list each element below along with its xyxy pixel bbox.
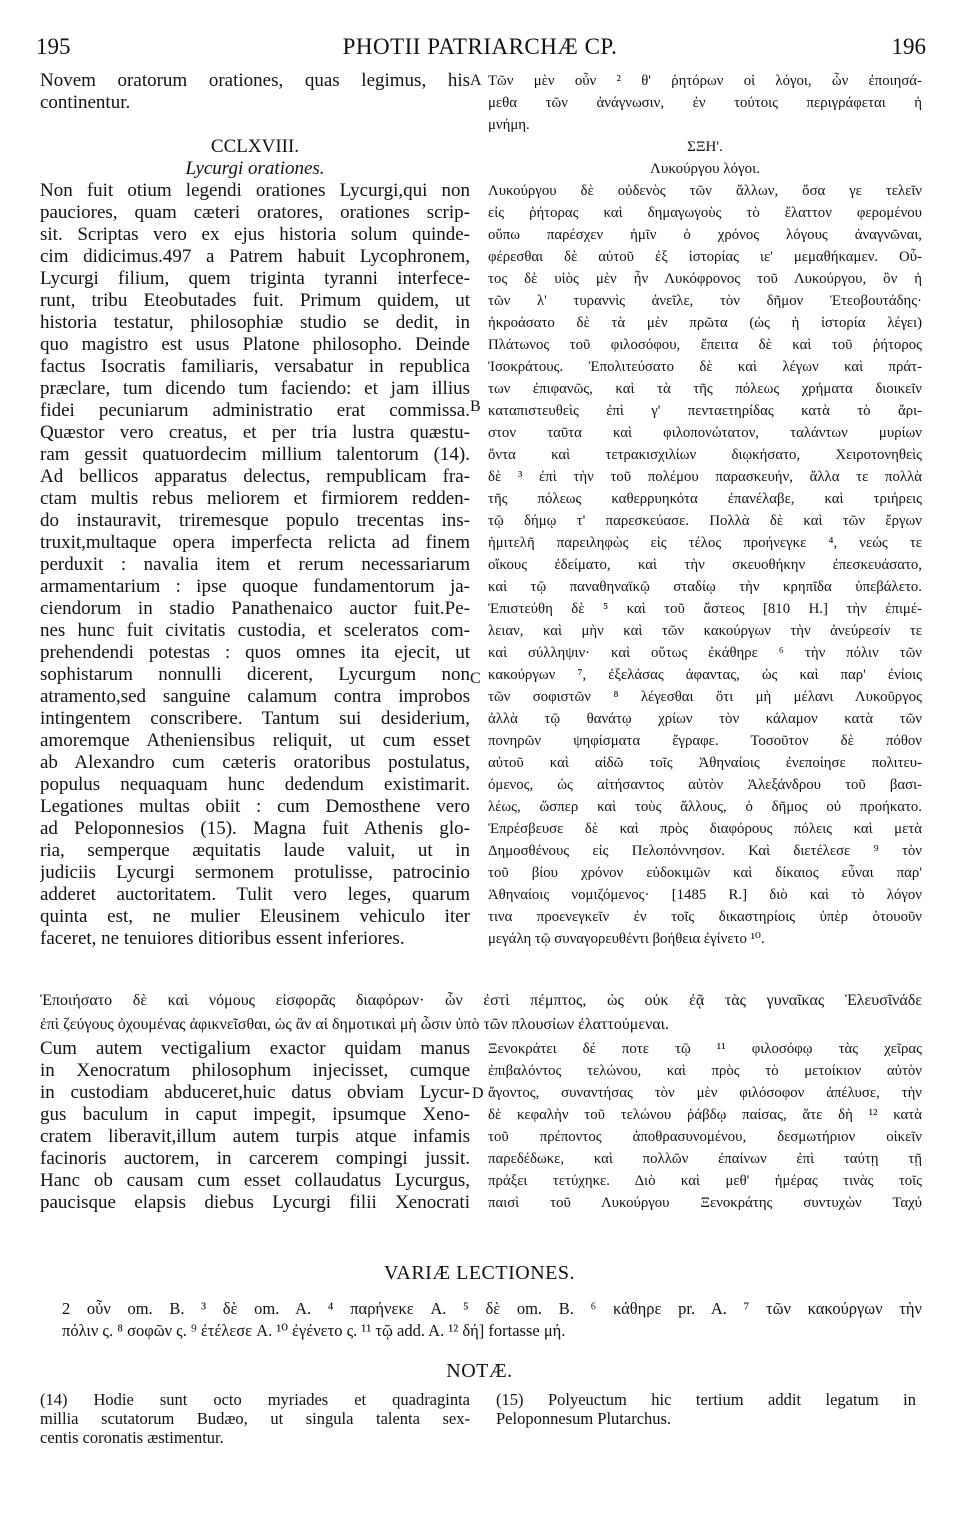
greek-line: αὐτοῦ καὶ αἰδῶ τοῖς Ἀθηναίοις ἐνεποίησε πολιτευ- xyxy=(488,755,922,771)
greek-line: ΣΞΗ'. xyxy=(687,139,723,155)
greek-line: εἰς ῥήτορας καὶ δημαγωγοὺς τὸ ἔλαττον φερομένου xyxy=(488,205,922,221)
latin-line: fidei pecuniarum administratio erat commissa. xyxy=(40,400,470,421)
note-line: millia scutatorum Budæo, ut singula talenta sex- xyxy=(40,1409,470,1428)
greek-line: τῶν σοφιστῶν ⁸ λέγεσθαι ὅτι μὴ μέλανι Λυκοῦργος xyxy=(488,689,922,705)
greek-line: δὲ ³ ἐπὶ τὴν τοῦ πολέμου παρασκευήν, ἄλλα τε πολλὰ xyxy=(488,469,922,485)
latin-line: gus baculum in caput impegit, ipsumque Xeno- xyxy=(40,1104,470,1125)
latin-line: intingentem conscribere. Tantum sui desiderium, xyxy=(40,708,470,729)
greek-line: λειαν, καὶ μὴν καὶ τῶν κακούργων τὴν ἀνεύρεσίν τε xyxy=(488,623,922,639)
greek-line: τος δὲ υἱὸς μὲν ἦν Λυκόφρονος τοῦ Λυκούργου, ὃν ἡ xyxy=(488,271,922,287)
latin-line: in custodiam abduceret,huic datus obviam Lycur- xyxy=(40,1082,470,1103)
greek-line: Ἀθηναίοις νομιζόμενος· [1485 R.] διὸ καὶ τὸ λόγον xyxy=(488,887,922,903)
latin-line: Lycurgi orationes. xyxy=(185,158,325,179)
latin-line: ram gessit quatuordecim millium talentorum (14). xyxy=(40,444,470,465)
latin-line: paucisque elapsis diebus Lycurgi filii Xenocrati xyxy=(40,1192,470,1213)
latin-line: continentur. xyxy=(40,92,131,113)
latin-line: Cum autem vectigalium exactor quidam manus xyxy=(40,1038,470,1059)
greek-line: ἠκροάσατο δὲ τὰ μὲν πρῶτα (ὡς ἡ ἱστορία λέγει) xyxy=(488,315,922,331)
greek-line: Ἰσοκράτους. Ἐπολιτεύσατο δὲ καὶ λέγων καὶ πράτ- xyxy=(488,359,922,375)
greek-continuation xyxy=(488,1038,922,1214)
margin-letter-d: D xyxy=(472,1085,484,1102)
greek-line: καὶ σύλληψιν· καὶ οὕτως ἐκάθηρε ⁶ τὴν πόλιν τῶν xyxy=(488,645,922,661)
greek-line: Ξενοκράτει δέ ποτε τῷ ¹¹ φιλοσόφῳ τὰς χεῖρας xyxy=(488,1041,922,1057)
greek-line: παρεδέδωκε, καὶ πολλῶν ἐπαίνων ἐπὶ ταύτῃ τῇ xyxy=(488,1151,922,1167)
latin-line: atramento,sed sanguine calamum contra improbos xyxy=(40,686,470,707)
latin-line: Lycurgi filium, quem triginta tyranni interfece- xyxy=(40,268,470,289)
greek-line: Λυκούργου λόγοι. xyxy=(650,161,760,177)
page-number-right: 196 xyxy=(891,34,926,59)
greek-line: τῆς πόλεως καθερρυηκότα ἐπανέλαβε, καὶ τριήρεις xyxy=(488,491,922,507)
latin-line: CCLXVIII. xyxy=(210,136,300,157)
latin-line: Non fuit otium legendi orationes Lycurgi,qui non xyxy=(40,180,470,201)
latin-line: sophistarum nonnulli dicerent, Lycurgum non xyxy=(40,664,470,685)
notes-right xyxy=(496,1390,916,1428)
latin-line: facinoris auctorem, in carcerem compingi jussit. xyxy=(40,1148,470,1169)
full-line: ἐπὶ ζεύγους ὀχουμένας ἀφικνεῖσθαι, ὡς ἂν αἱ δημοτικαὶ μὴ ὦσιν ὑπὸ τῶν πλουσίων ἐλαττούμεναι. xyxy=(40,1016,669,1033)
latin-line: do instauravit, triremesque populo trecentas ins- xyxy=(40,510,470,531)
running-title: PHOTII PATRIARCHÆ CP. xyxy=(342,34,618,59)
latin-line: quinta est, ne mulier Eleusinem vehiculo iter xyxy=(40,906,470,927)
latin-continuation xyxy=(40,1038,470,1214)
greek-line: οὔπω παρέσχεν ἡμῖν ὁ χρόνος λόγους ἀναγνῶναι, xyxy=(488,227,922,243)
note-line: (14) Hodie sunt octo myriades et quadraginta xyxy=(40,1390,470,1409)
latin-line: sit. Scriptas vero ex ejus historia solum quinde- xyxy=(40,224,470,245)
latin-line: ria, semperque æquitatis laude valuit, ut in xyxy=(40,840,470,861)
greek-line: οἴκους ἐδείματο, καὶ τὴν σκευοθήκην ἐπεσκευάσατο, xyxy=(488,557,922,573)
greek-line: μεγάλη τῷ συναγορευθέντι βοήθεια ἐγίνετο ¹⁰. xyxy=(488,931,765,947)
latin-line: runt, tribu Eteobutades fuit. Primum quidem, ut xyxy=(40,290,470,311)
latin-line: populus nequaquam hunc dedendum existimarit. xyxy=(40,774,470,795)
latin-line: armamentarium : ipse quoque fundamentorum ja- xyxy=(40,576,470,597)
greek-line: κακούργων ⁷, ἐξελάσας ἀφαντας, ὡς καὶ παρ' ἐνίοις xyxy=(488,667,922,683)
greek-line: τοῦ βίου χρόνον εὐδοκιμῶν καὶ δίκαιος εὖναι παρ' xyxy=(488,865,922,881)
latin-line: faceret, ne tenuiores ditioribus essent inferiores. xyxy=(40,928,405,949)
latin-line: Novem oratorum orationes, quas legimus, his xyxy=(40,70,470,91)
note-line: Peloponnesum Plutarchus. xyxy=(496,1409,672,1428)
greek-line: πράξει τετύχηκε. Διὸ καὶ μεθ' ἡμέρας τινὰς τοῖς xyxy=(488,1173,922,1189)
margin-letter-b: B xyxy=(470,398,481,415)
greek-line: Δημοσθένους εἰς Πελοπόννησον. Καὶ διετέλεσε ⁹ τὸν xyxy=(488,843,922,859)
latin-line xyxy=(40,114,470,136)
greek-line: τινα προενεγκεῖν ἐν τοῖς δικαστηρίοις ὑπὲρ ὁτουοῦν xyxy=(488,909,922,925)
latin-line: perduxit : navalia item et rerum necessariarum xyxy=(40,554,470,575)
greek-line: όμενος, ὡς αἰτήσαντος αὐτὸν Ἀλεξάνδρου τοῦ βασι- xyxy=(488,777,922,793)
greek-line: τῶν λ' τυραννὶς ἀνεῖλε, τὸν δῆμον Ἐτεοβουτάδης· xyxy=(488,293,922,309)
latin-line: Hanc ob causam cum esset collaudatus Lycurgus, xyxy=(40,1170,470,1191)
greek-line: στον ταῦτα καὶ φιλοπονώτατον, ταλάντων μυρίων xyxy=(488,425,922,441)
latin-line: amoremque Atheniensibus reliquit, ut cum esset xyxy=(40,730,470,751)
latin-line: historia testatur, philosophiæ studio se dedit, in xyxy=(40,312,470,333)
greek-line: μνήμη. xyxy=(488,117,530,133)
greek-line: ἡμιτελῆ παρειληφὼς εἰς τέλος προήνεγκε ⁴, νεώς τε xyxy=(488,535,922,551)
note-line: centis coronatis æstimentur. xyxy=(40,1428,224,1447)
greek-line: καὶ τῷ παναθηναϊκῷ σταδίῳ τὴν κρηπῖδα ὑπεβάλετο. xyxy=(488,579,922,595)
notes-left xyxy=(40,1390,470,1447)
latin-line: Ad bellicos apparatus delectus, rempublicam fra- xyxy=(40,466,470,487)
latin-line: nes hunc fuit civitatis custodia, et sceleratos com- xyxy=(40,620,470,641)
latin-line: adderet auctoritatem. Tulit vero leges, quarum xyxy=(40,884,470,905)
variae-title: VARIÆ LECTIONES. xyxy=(384,1262,575,1284)
latin-line: ab Alexandro cum cæteris oratoribus postulatus, xyxy=(40,752,470,773)
full-line: Ἐποιήσατο δὲ καὶ νόμους εἰσφορᾶς διαφόρων· ὧν ἐστὶ πέμπτος, ὡς οὐκ ἐᾷ τὰς γυναῖκας Ἐλευσῖνάδε xyxy=(40,992,922,1009)
page-header xyxy=(30,34,930,62)
variant-line: 2 οὖν om. B. ³ δὲ om. A. ⁴ παρήνεκε A. ⁵ δὲ om. B. ⁶ κάθηρε pr. A. ⁷ τῶν κακούργων τὴν xyxy=(62,1299,922,1318)
greek-line: μεθα τῶν ἀνάγνωσιν, ἐν τούτοις περιγράφεται ἡ xyxy=(488,95,922,111)
latin-line: ad Peloponnesios (15). Magna fuit Athenis glo- xyxy=(40,818,470,839)
latin-line: Legationes multas obiit : cum Demosthene vero xyxy=(40,796,470,817)
note-line: (15) Polyeuctum hic tertium addit legatum in xyxy=(496,1390,916,1409)
greek-line: ἄγοντος, συναντήσας τὸν μὲν φιλόσοφον ἀπέλυσε, τὴν xyxy=(488,1085,922,1101)
greek-line: Ἐπρέσβευσε δὲ καὶ πρὸς διαφόρους πόλεις καὶ μετὰ xyxy=(488,821,922,837)
margin-letter-a: A xyxy=(470,72,482,89)
greek-line: Ἐπιστεύθη δὲ ⁵ καὶ τοῦ ἄστεος [810 H.] τὴν ἐπιμέ- xyxy=(488,601,922,617)
greek-line: Λυκούργου δὲ οὐδενὸς τῶν ἄλλων, ὅσα γε τελεῖν xyxy=(488,183,922,199)
variant-line: πόλιν ς. ⁸ σοφῶν ς. ⁹ ἐτέλεσε A. ¹⁰ ἐγένετο ς. ¹¹ τῷ add. A. ¹² δή] fortasse μή. xyxy=(62,1321,566,1340)
greek-line: των ἐπιφανῶς, καὶ τὰ τῆς πόλεως χρήματα διοικεῖν xyxy=(488,381,922,397)
greek-line: τῷ δήμῳ τ' παρεσκεύασε. Πολλὰ δὲ καὶ τῶν ἔργων xyxy=(488,513,922,529)
notae-title: NOTÆ. xyxy=(446,1360,513,1382)
full-width-greek xyxy=(40,989,922,1037)
latin-column xyxy=(40,70,470,950)
variae-lectiones xyxy=(62,1298,922,1342)
latin-line: cratem liberavit,illum autem turpis atque infamis xyxy=(40,1126,470,1147)
latin-line: ciendorum in stadio Panathenaico auctor fuit.Pe- xyxy=(40,598,470,619)
greek-line: ὄντα καὶ τετρακισχιλίων διῳκήσατο, Χειροτονηθεὶς xyxy=(488,447,922,463)
margin-letter-c: C xyxy=(470,670,481,687)
greek-column xyxy=(488,70,922,950)
greek-line: Τῶν μὲν οὖν ² θ' ῥητόρων οἱ λόγοι, ὧν ἐποιησά- xyxy=(488,73,922,89)
greek-line: πονηρῶν ψηφίσματα ἔγραφε. Τοσοῦτον δὲ πόθον xyxy=(488,733,922,749)
latin-line: Quæstor vero creatus, et per tria lustra quæstu- xyxy=(40,422,470,443)
latin-line: quo magistro est usus Platone philosopho. Deinde xyxy=(40,334,470,355)
latin-line: truxit,multaque opera imperfecta relicta ad finem xyxy=(40,532,470,553)
latin-line: præclare, tum dicendo tum faciendo: et jam illius xyxy=(40,378,470,399)
greek-line: Πλάτωνος τοῦ φιλοσόφου, ἔπειτα δὲ καὶ τοῦ ῥήτορος xyxy=(488,337,922,353)
page-number-left: 195 xyxy=(36,34,71,59)
greek-line: φέρεσθαι δὲ αὐτοῦ ἐξ ἱστορίας ιε' μεμαθήκαμεν. Οὗ- xyxy=(488,249,922,265)
latin-line: cim didicimus.497 a Patrem habuit Lycophronem, xyxy=(40,246,470,267)
greek-line: ἀλλὰ τῷ θανάτῳ χρίων τὸν κάλαμον κατὰ τῶν xyxy=(488,711,922,727)
greek-line: δὲ κεφαλὴν τοῦ τελώνου ῥάβδῳ παίσας, ἅτε δὴ ¹² κατὰ xyxy=(488,1107,922,1123)
greek-line: λέως, ὥσπερ καὶ τοὺς ἄλλους, ὁ δῆμος οὐ προήκατο. xyxy=(488,799,922,815)
greek-line: ἐπιβαλόντος τελώνου, καὶ πρὸς τὸ μετοίκιον αὐτὸν xyxy=(488,1063,922,1079)
latin-line: judiciis Lycurgi sermonem protulisse, patrocinio xyxy=(40,862,470,883)
latin-line: pauciores, quam cæteri oratores, orationes scrip- xyxy=(40,202,470,223)
greek-line: παισὶ τοῦ Λυκούργου Ξενοκράτης συντυχὼν Ταχύ xyxy=(488,1195,922,1211)
latin-line: prehendendi potestas : quos omnes ita ejecit, ut xyxy=(40,642,470,663)
latin-line: in Xenocratum philosophum injecisset, cumque xyxy=(40,1060,470,1081)
greek-line: καταπιστευθεὶς ἐπὶ γ' πενταετηρίδας κατὰ τὸ ἄρι- xyxy=(488,403,922,419)
greek-line: τοῦ πρέποντος ἀποθρασυνομένου, δεσμωτήριον οἰκεῖν xyxy=(488,1129,922,1145)
latin-line: factus Isocratis familiaris, versabatur in republica xyxy=(40,356,470,377)
latin-line: ctam multis rebus meliorem et firmiorem redden- xyxy=(40,488,470,509)
